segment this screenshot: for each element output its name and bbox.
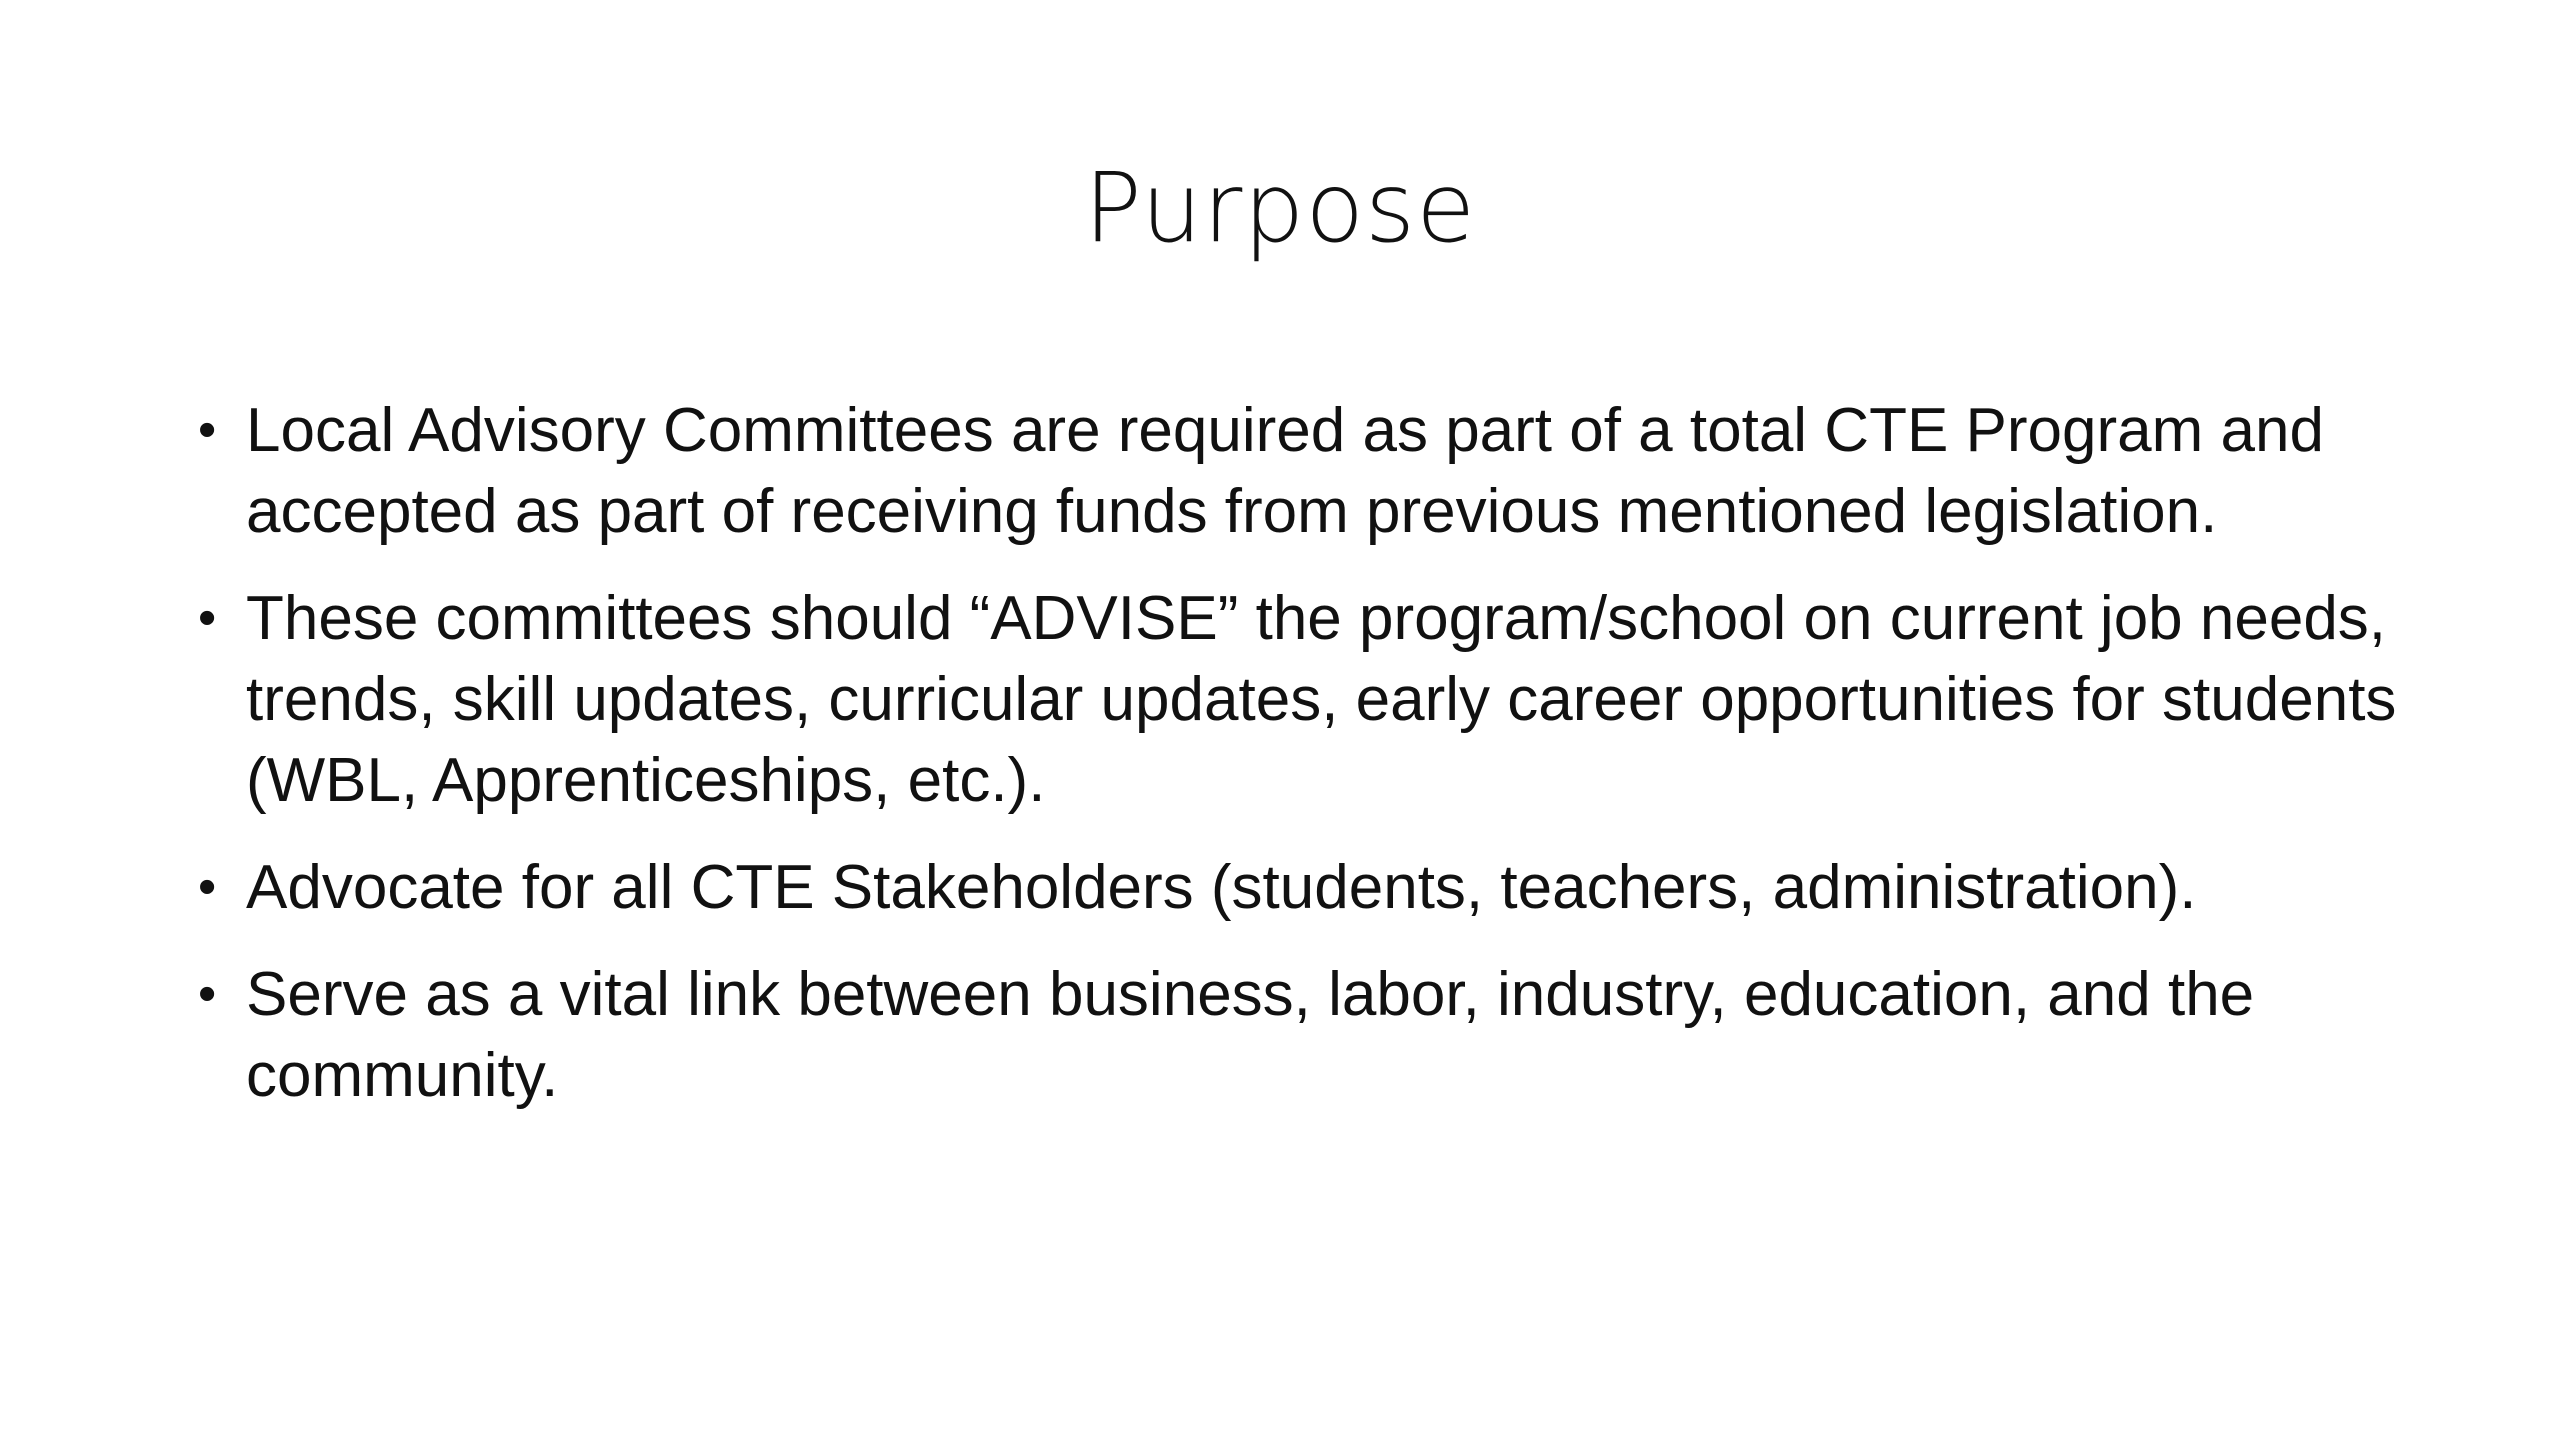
bullet-text-2: These committees should “ADVISE” the program/school on current job needs, trends, skill updates, curricular updates, early career opportunities for students (WBL, Apprenticeships, etc.). bbox=[246, 584, 2397, 815]
bullet-item-3 bbox=[190, 847, 2430, 928]
bullet-item-4 bbox=[190, 954, 2430, 1116]
bullet-text-1: Local Advisory Committees are required as part of a total CTE Program and accepted as part of receiving funds from previous mentioned legislation. bbox=[246, 396, 2324, 546]
bullet-list bbox=[190, 390, 2430, 1142]
bullet-dot-icon: • bbox=[198, 589, 217, 647]
bullet-text-3: Advocate for all CTE Stakeholders (students, teachers, administration). bbox=[246, 853, 2197, 922]
bullet-item-1 bbox=[190, 390, 2430, 552]
bullet-dot-icon: • bbox=[198, 858, 217, 916]
bullet-dot-icon: • bbox=[198, 965, 217, 1023]
bullet-item-2 bbox=[190, 578, 2430, 821]
slide-title: Purpose bbox=[1083, 152, 1477, 264]
bullet-text-4: Serve as a vital link between business, labor, industry, education, and the community. bbox=[246, 960, 2255, 1110]
bullet-dot-icon: • bbox=[198, 401, 217, 459]
